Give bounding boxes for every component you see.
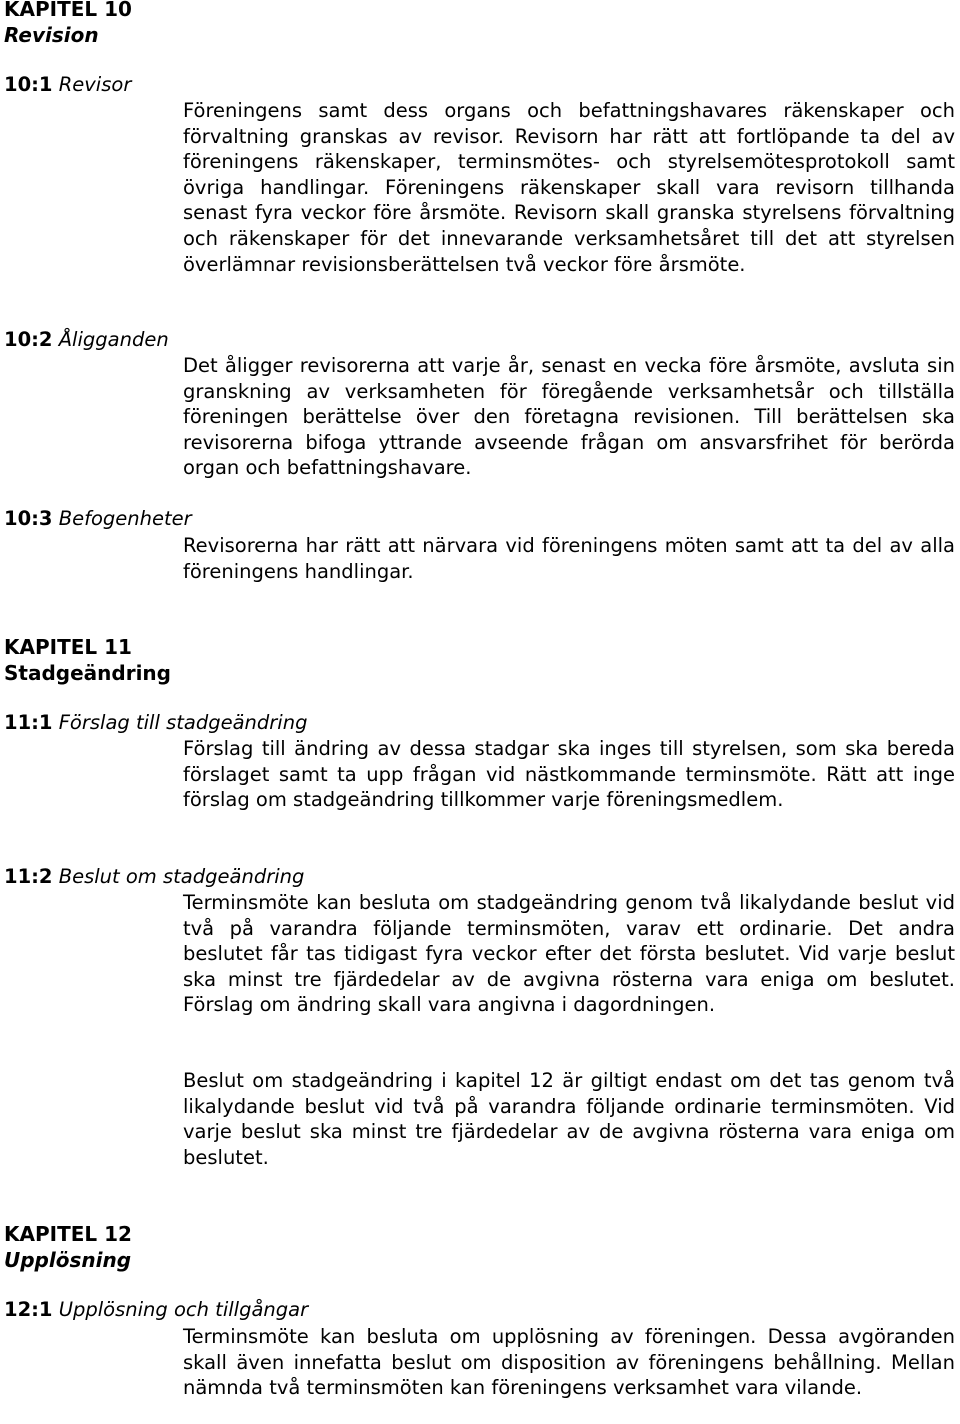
chapter-label: KAPITEL 11 — [4, 635, 132, 659]
chapter-title: Revision — [4, 22, 99, 47]
section-name: Revisor — [58, 73, 132, 96]
section-name: Upplösning och tillgångar — [58, 1298, 309, 1321]
section-number: 10:3 — [4, 507, 53, 530]
section-paragraph: Terminsmöte kan besluta om stadgeändring genom två likalydande beslut vid två på varandra följande terminsmöten, varav ett ordinarie. Det andra beslutet får tas tidigast fyra veckor efter det första beslutet. Vid varje beslut ska minst tre fjärdedelar av de avgivna rösterna vara eniga om beslutet. Förslag om ändring skall vara angivna i dagordningen. — [183, 891, 955, 1017]
chapter-label: KAPITEL 10 — [4, 0, 132, 21]
section-paragraph: Föreningens samt dess organs och befattningshavares räkenskaper och förvaltning granskas av revisor. Revisorn har rätt att fortlöpande ta del av föreningens räkenskaper, terminsmötes- och styrelsemötesprotokoll samt övriga handlingar. Föreningens räkenskaper skall vara revisorn tillhanda senast fyra veckor före årsmöte. Revisorn skall granska styrelsens förvaltning och räkenskaper för det innevarande verksamhetsåret till det att styrelsen överlämnar revisionsberättelsen två veckor före årsmöte. — [183, 99, 955, 276]
chapter-heading — [4, 635, 171, 686]
section-number: 11:2 — [4, 865, 53, 888]
chapter-heading — [4, 1222, 132, 1273]
section-paragraph: Terminsmöte kan besluta om upplösning av föreningen. Dessa avgöranden skall även innefatta beslut om disposition av föreningens behållning. Mellan nämnda två terminsmöten kan föreningens verksamhet vara vilande. — [183, 1325, 955, 1400]
section-heading — [4, 1297, 308, 1323]
section-name: Befogenheter — [58, 507, 192, 530]
section-number: 10:2 — [4, 328, 53, 351]
section-name: Förslag till stadgeändring — [58, 711, 308, 734]
section-paragraph: Det åligger revisorerna att varje år, senast en vecka före årsmöte, avsluta sin granskning av verksamheten för föregående verksamhetsår och tillställa föreningen berättelse över den företagna revisionen. Till berättelsen ska revisorerna bifoga yttrande avseende frågan om ansvarsfrihet för berörda organ och befattningshavare. — [183, 354, 955, 480]
section-number: 11:1 — [4, 711, 53, 734]
section-paragraph: Beslut om stadgeändring i kapitel 12 är giltigt endast om det tas genom två likalydande beslut vid två på varandra följande ordinarie terminsmöten. Vid varje beslut ska minst tre fjärdedelar av de avgivna rösterna vara eniga om beslutet. — [183, 1069, 955, 1169]
chapter-title: Stadgeändring — [4, 660, 171, 685]
section-number: 12:1 — [4, 1298, 53, 1321]
chapter-heading — [4, 0, 132, 48]
section-heading — [4, 864, 304, 890]
section-name: Åligganden — [58, 328, 169, 351]
section-paragraph: Förslag till ändring av dessa stadgar ska inges till styrelsen, som ska bereda förslaget samt ta upp frågan vid nästkommande terminsmöte. Rätt att inge förslag om stadgeändring tillkommer varje föreningsmedlem. — [183, 737, 955, 812]
section-heading — [4, 710, 307, 736]
section-name: Beslut om stadgeändring — [58, 865, 305, 888]
section-heading — [4, 327, 169, 353]
section-heading — [4, 72, 131, 98]
chapter-label: KAPITEL 12 — [4, 1222, 132, 1246]
section-number: 10:1 — [4, 73, 53, 96]
chapter-title: Upplösning — [4, 1247, 132, 1272]
section-heading — [4, 506, 192, 532]
section-paragraph: Revisorerna har rätt att närvara vid föreningens möten samt att ta del av alla föreningens handlingar. — [183, 534, 955, 583]
